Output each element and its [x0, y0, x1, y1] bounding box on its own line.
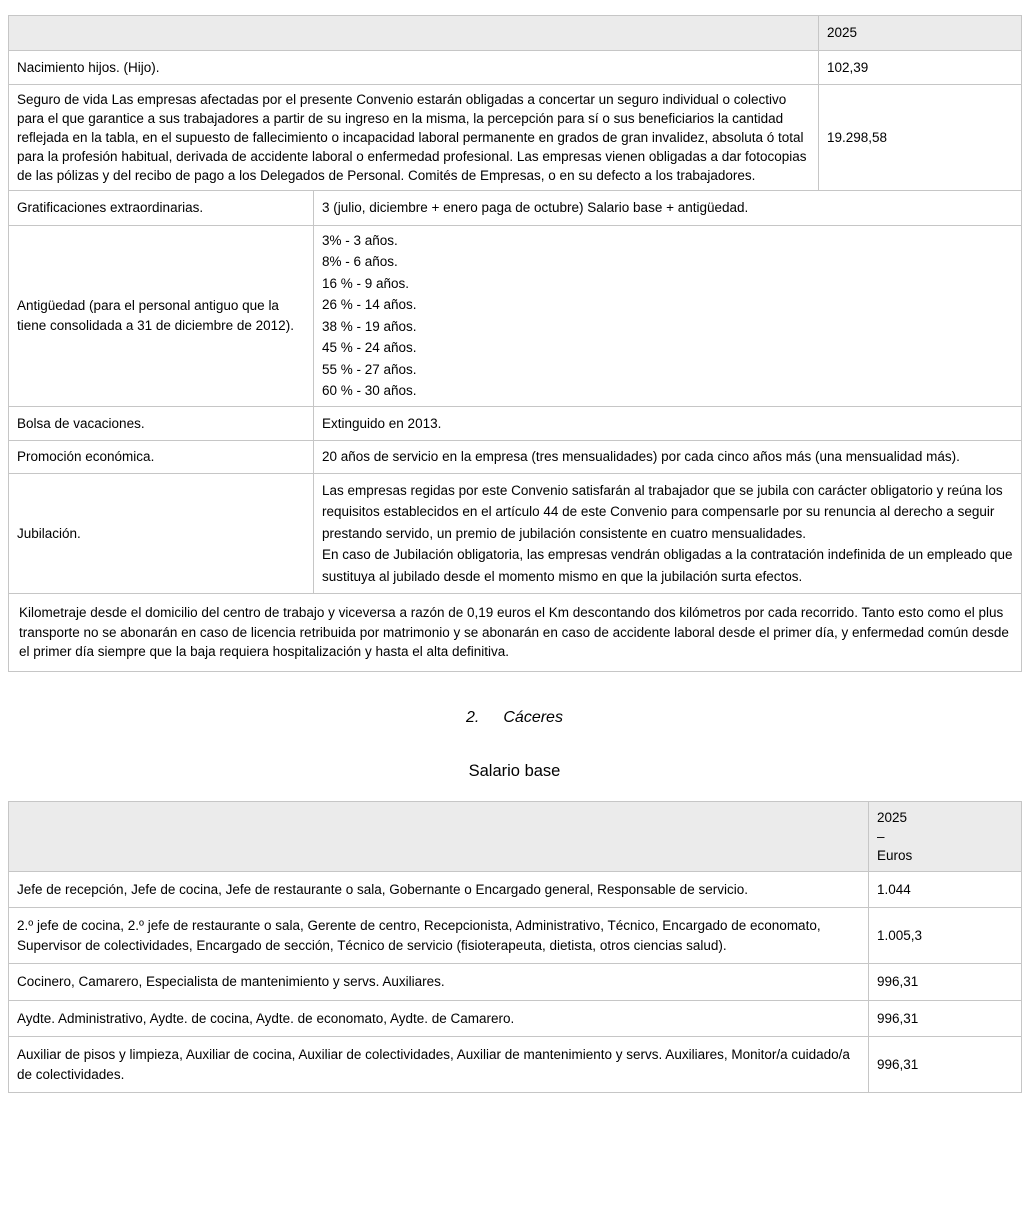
salary-base-heading: Salario base: [468, 761, 561, 780]
table-row: [9, 908, 1022, 964]
antiguedad-step: 8% - 6 años.: [322, 254, 398, 269]
mileage-note: Kilometraje desde el domicilio del centro de trabajo y viceversa a razón de 0,19 euros el Km descontando dos kilómetros por cada recorrido. Tanto esto como el plus transporte no se abonarán en caso de licencia retribuida por matrimonio y se abonarán en caso de accidente laboral desde el primer día, y enfermedad común desde el primer día siempre que la baja requiera hospitalización y hasta el alta definitiva.: [9, 594, 1022, 672]
concept-antiguedad: Antigüedad (para el personal antiguo que la tiene consolidada a 31 de diciembre de 2012).: [9, 225, 314, 406]
antiguedad-step: 16 % - 9 años.: [322, 275, 410, 291]
table-header-row: [9, 801, 1022, 871]
antiguedad-step: 45 % - 24 años.: [322, 340, 417, 355]
table-row: [9, 406, 1022, 441]
salary-value: 996,31: [869, 964, 1022, 1001]
benefit-value-seguro-vida: 19.298,58: [819, 85, 1022, 191]
table-row: [9, 473, 1022, 594]
detail-bolsa-vacaciones: [314, 406, 1022, 441]
table-row: [9, 594, 1022, 672]
year-header-cell: 2025: [819, 16, 1022, 51]
salary-value: 1.005,3: [869, 908, 1022, 964]
table-row: [9, 85, 1022, 191]
salary-value: 996,31: [869, 1037, 1022, 1093]
table-row: [9, 964, 1022, 1001]
detail-line: Extinguido en 2013.: [322, 415, 442, 431]
header-line-year: 2025: [877, 809, 908, 825]
antiguedad-step: 26 % - 14 años.: [322, 297, 417, 312]
table-row: [9, 225, 1022, 406]
table-row: [9, 191, 1022, 226]
year-euros-header-cell: [869, 801, 1022, 871]
section-number: 2.: [466, 708, 480, 726]
category-label: Aydte. Administrativo, Aydte. de cocina, Aydte. de economato, Aydte. de Camarero.: [9, 1000, 869, 1037]
table-row: [9, 1037, 1022, 1093]
detail-gratificaciones: [314, 191, 1022, 226]
detail-jubilacion: [314, 473, 1022, 594]
concept-promocion: Promoción económica.: [9, 441, 314, 474]
salary-value: 996,31: [869, 1000, 1022, 1037]
section-title: Cáceres: [503, 708, 563, 726]
benefits-summary-table: [8, 15, 1022, 191]
table-row: [9, 441, 1022, 474]
empty-header-cell: [9, 801, 869, 871]
category-label: Jefe de recepción, Jefe de cocina, Jefe de restaurante o sala, Gobernante o Encargado general, Responsable de servicio.: [9, 871, 869, 908]
concept-jubilacion: Jubilación.: [9, 473, 314, 594]
table-row: [9, 50, 1022, 85]
benefit-label-seguro-vida: Seguro de vida Las empresas afectadas por el presente Convenio estarán obligadas a concertar un seguro individual o colectivo para el que garantice a sus trabajadores a partir de su ingreso en la misma, la percepción para sí o sus beneficiarios la cantidad reflejada en la tabla, en el supuesto de fallecimiento o incapacidad laboral permanente en grados de gran invalidez, absoluta ó total para la profesión habitual, derivada de accidente laboral o enfermedad profesional. Las empresas vienen obligadas a dar fotocopias de las pólizas y del recibo de pago a los Delegados de Personal. Comités de Empresas, o en su defecto a los trabajadores.: [9, 85, 819, 191]
category-label: Auxiliar de pisos y limpieza, Auxiliar de cocina, Auxiliar de colectividades, Auxiliar de mantenimiento y servs. Auxiliares, Monitor/a cuidado/a de colectividades.: [9, 1037, 869, 1093]
benefits-detail-table: [8, 190, 1022, 594]
detail-promocion: 20 años de servicio en la empresa (tres mensualidades) por cada cinco años más (una mensualidad más).: [314, 441, 1022, 474]
mileage-note-table: [8, 593, 1022, 672]
antiguedad-step: 38 % - 19 años.: [322, 318, 417, 334]
table-row: [9, 871, 1022, 908]
empty-header-cell: [9, 16, 819, 51]
header-line-dash: –: [877, 828, 885, 844]
benefit-label-nacimiento: Nacimiento hijos. (Hijo).: [9, 50, 819, 85]
concept-bolsa-vacaciones: Bolsa de vacaciones.: [9, 406, 314, 441]
benefit-value-nacimiento: 102,39: [819, 50, 1022, 85]
category-label: Cocinero, Camarero, Especialista de mantenimiento y servs. Auxiliares.: [9, 964, 869, 1001]
jubilacion-paragraph: Las empresas regidas por este Convenio satisfarán al trabajador que se jubila con carácter obligatorio y reúna los requisitos establecidos en el artículo 44 de este Convenio para compensarle por su renuncia al derecho a seguir prestando servido, un premio de jubilación consistente en cuatro mensualidades.: [322, 482, 1003, 541]
jubilacion-paragraph: En caso de Jubilación obligatoria, las empresas vendrán obligadas a la contratación indefinida de un empleado que sustituya al jubilado desde el momento mismo en que la jubilación surta efectos.: [322, 547, 1013, 584]
table-row: [9, 1000, 1022, 1037]
antiguedad-step: 55 % - 27 años.: [322, 361, 417, 377]
detail-antiguedad: [314, 225, 1022, 406]
concept-gratificaciones: Gratificaciones extraordinarias.: [9, 191, 314, 226]
salary-value: 1.044: [869, 871, 1022, 908]
table-header-row: [9, 16, 1022, 51]
antiguedad-step: 3% - 3 años.: [322, 232, 398, 248]
detail-line: 3 (julio, diciembre + enero paga de octubre) Salario base + antigüedad.: [322, 200, 749, 215]
header-line-euros: Euros: [877, 847, 913, 863]
section-heading: [8, 708, 1021, 728]
salary-base-table: [8, 801, 1022, 1094]
antiguedad-step: 60 % - 30 años.: [322, 383, 417, 398]
category-label: 2.º jefe de cocina, 2.º jefe de restaurante o sala, Gerente de centro, Recepcionista, Administrativo, Técnico, Encargado de economato, Supervisor de colectividades, Encargado de sección, Técnico de servicio (fisioterapeuta, dietista, otros ciencias salud).: [9, 908, 869, 964]
